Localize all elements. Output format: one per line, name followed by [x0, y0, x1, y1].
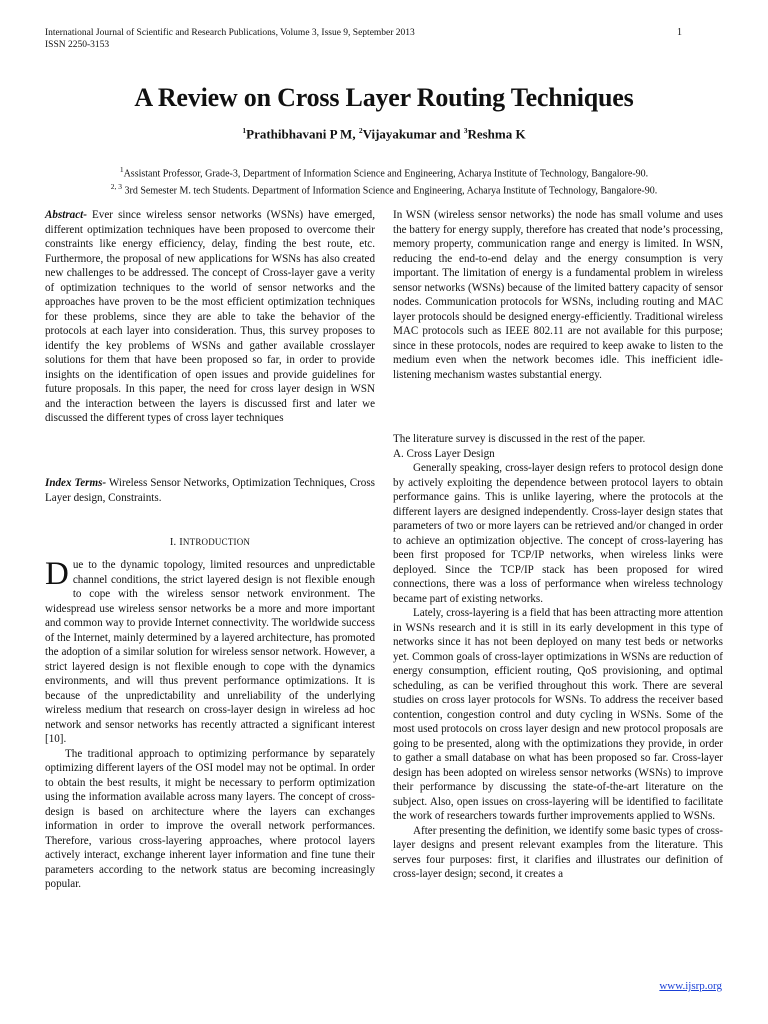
cross-layer-paragraph-1: Generally speaking, cross-layer design refers to protocol design done by actively exploiting the dependence between protocol layers to obtain performance gains. This is unlike layering, where the protocols at the different layers are designed independently. Cross-layer design states that parameters of two or more layers can be retrieved and/or changed in order to achieve an optimization objective. The concept of cross-layering has been first proposed for TCP/IP networks, when wireless links were deployed. Since the TCP/IP stack has been proposed for wired connections, there was a loss of performance when wireless technology became part of existing networks. [393, 462, 723, 605]
cross-layer-paragraph-2: Lately, cross-layering is a field that has been attracting more attention in WSNs research and it is still in its early development in this type of networks since it has not been deployed on many test beds or networks yet. Common goals of cross-layer optimizations in WSNs are reduction of energy consumption, efficient routing, QoS provisioning, and optimal scheduling, as can be verified throughout this work. There are several studies on cross layer protocols for WSNs. To address the receiver based contention, congestion control and duty cycling in WSNs. Some of the most used protocols on cross layer design and new protocol proposals are going to be presented, along with the optimizations they provide, in order to gather a small database on what has been proposed so far. Cross-layer design has been adopted on wireless sensor networks (WSNs) to improve their performance by discussing the state-of-the-art literature on the subject. Also, open issues on cross-layering will be identified to facilitate the work of researchers towards further improvements applied to WSNs. [393, 607, 723, 822]
section-heading-introduction: I. INTRODUCTION [169, 537, 251, 548]
journal-name: International Journal of Scientific and Research Publications, Volume 3, Issue 9, September 2013 [45, 28, 415, 38]
right-column-body [393, 432, 723, 882]
abstract [45, 208, 375, 426]
paper-title: A Review on Cross Layer Routing Techniques [134, 83, 634, 112]
page-number: 1 [677, 27, 682, 38]
wsn-paragraph: In WSN (wireless sensor networks) the node has small volume and uses the battery for energy supply, therefore has created that node’s processing, memory property, communication range and energy is limited. In WSN, reducing the end-to-end delay and the energy consumption is very important. The limitation of energy is a fundamental problem in wireless sensor networks (WSNs) because of the limited battery capacity of sensor nodes. Communication protocols for WSNs, including routing and MAC layer protocols should be designed energy-efficiently. Traditional wireless MAC protocols such as IEEE 802.11 are not available for this purpose; since in these protocols, nodes are required to keep awake to listen to the medium even when the network becomes idle. This inefficient idle-listening mechanism wastes substantial energy. [393, 209, 723, 381]
abstract-text: Ever since wireless sensor networks (WSNs) have emerged, different optimization techniques have been proposed to overcome their constraints like energy efficiency, delay, finding the best route, etc. Furthermore, the proposal of new applications for WSNs has also created new challenges to be addressed. The concept of Cross-layer gave a verity of optimization techniques to the world of sensor networks and the approaches have proven to be the most efficient optimization techniques for these problems, since they are able to take the behavior of the protocols at each layer into consideration. Thus, this survey proposes to identify the key problems of WSNs and gather available crosslayer solutions for them that have been proposed so far, in order to provide insights on the identification of open issues and provide guidelines for future proposals. In this paper, the need for cross layer design in WSN and the interaction between the layers is discussed first and later we discussed the different types of cross layer techniques [45, 209, 375, 424]
index-terms [45, 476, 375, 505]
subsection-heading: A. Cross Layer Design [393, 447, 495, 460]
affiliation-2: $^{2, 3}$ 3rd Semester M. tech Students. Department of Information Science and Engineering, Acharya Institute of Technology, Bangalore-90. [110, 182, 658, 197]
authors: $^1$Prathibhavani P M, $^2$Vijayakumar and $^3$Reshma K [242, 126, 526, 142]
right-column-top [393, 208, 723, 382]
index-terms-label: Index Terms- [45, 477, 107, 489]
intro-paragraph-1: Due to the dynamic topology, limited resources and unpredictable channel conditions, the strict layered design is not flexible enough to cope with the wireless sensor network environment. The widespread use wireless sensor networks be a more and more important and common way to provide Internet connectivity. The worldwide success of the Internet, mainly determined by a layered architecture, has promoted the adoption of a similar solution for wireless sensor network. However, a strict layered design is not flexible enough to cope with the dynamics environments, and will thus prevent performance optimizations. It is because of the unpredictability and unreliability of the underlying wireless medium that research on cross-layer design in wireless ad hoc network and sensor networks has recently attracted a significant interest [10]. [45, 556, 375, 745]
affiliations [40, 163, 728, 198]
journal-website-link[interactable]: www.ijsrp.org [659, 980, 722, 992]
issn: ISSN 2250-3153 [45, 40, 110, 50]
author-2: Vijayakumar and [362, 126, 464, 142]
intro-paragraph-2: The traditional approach to optimizing performance by separately optimizing different layers of the OSI model may not be optimal. In order to obtain the best results, it might be necessary to perform optimization using the information available across many layers. The concept of cross-design is based on architecture where the layers can exchanges information in order to improve the overall network performances. Therefore, various cross-layering approaches, where protocol layers actively interact, exchange inherent layer information and fine tune their parameters according to the network status are becoming increasingly popular. [45, 747, 375, 890]
journal-header [45, 27, 415, 51]
index-terms-text: Wireless Sensor Networks, Optimization Techniques, Cross Layer design, Constraints. [45, 477, 375, 504]
survey-sentence: The literature survey is discussed in the rest of the paper. [393, 433, 646, 445]
cross-layer-paragraph-3: After presenting the definition, we identify some basic types of cross-layer designs and present relevant examples from the literature. This serves four purposes: first, it clarifies and illustrates our definition of cross-layer design; second, it creates a [393, 824, 723, 880]
author-3: Reshma K [467, 126, 526, 142]
author-1: Prathibhavani P M, [246, 126, 359, 142]
abstract-label: Abstract- [45, 209, 87, 221]
introduction [45, 558, 375, 892]
drop-cap: D [45, 556, 69, 592]
affiliation-1: $^1$Assistant Professor, Grade-3, Department of Information Science and Engineering, Acharya Institute of Technology, Bangalore-90. [119, 165, 649, 180]
